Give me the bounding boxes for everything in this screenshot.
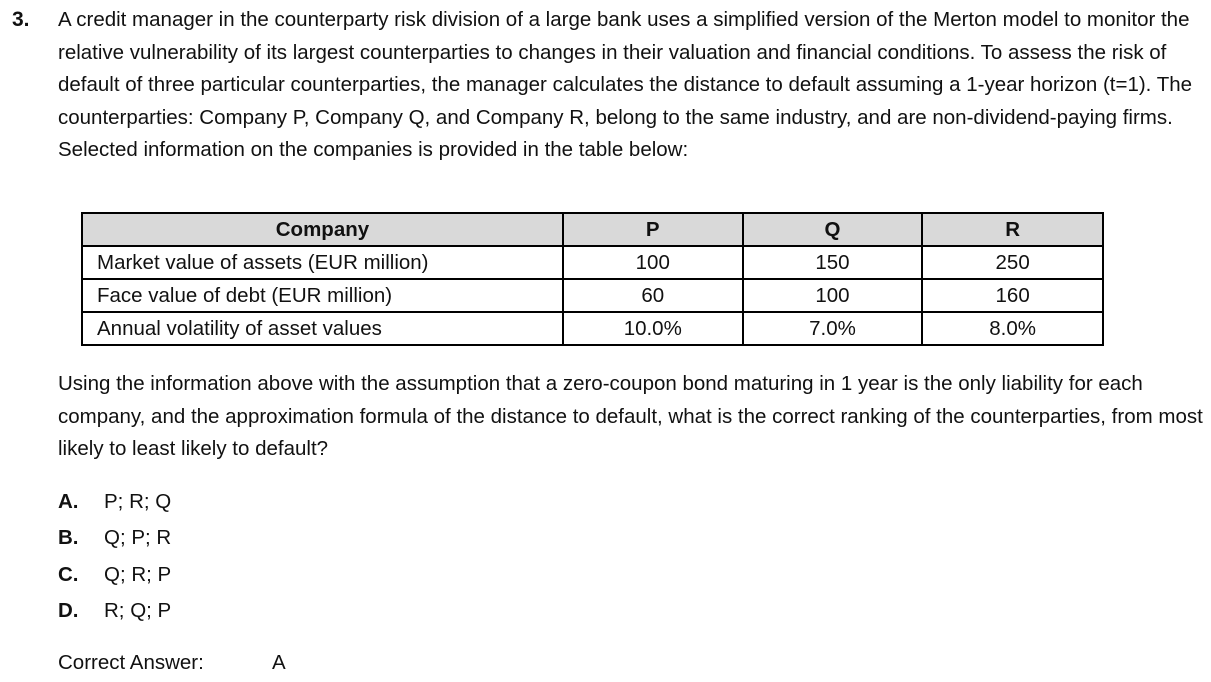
option-a[interactable] bbox=[58, 487, 171, 517]
question-stem: A credit manager in the counterparty risk division of a large bank uses a simplified version of the Merton model to monitor the relative vulnerability of its largest counterparties to changes in their valuation and financial conditions. To assess the risk of default of three particular counterparties, the manager calculates the distance to default assuming a 1-year horizon (t=1). The counterparties: Company P, Company Q, and Company R, belong to the same industry, and are non-dividend-paying firms. Selected information on the companies is provided in the table below: bbox=[58, 8, 1193, 162]
table-header-r: R bbox=[922, 213, 1103, 246]
table-cell-label: Market value of assets (EUR million) bbox=[82, 246, 563, 279]
option-letter: A. bbox=[58, 490, 79, 513]
table-cell: 100 bbox=[743, 279, 923, 312]
option-text: P; R; Q bbox=[104, 490, 172, 513]
option-b[interactable] bbox=[58, 523, 171, 553]
table-header-p: P bbox=[563, 213, 743, 246]
table-header-row bbox=[82, 213, 1103, 246]
table-cell: 8.0% bbox=[922, 312, 1103, 345]
table-row bbox=[82, 246, 1103, 279]
correct-answer bbox=[58, 648, 286, 678]
option-text: Q; R; P bbox=[104, 563, 172, 586]
question-followup: Using the information above with the assumption that a zero-coupon bond maturing in 1 year is the only liability for each company, and the approximation formula of the distance to default, what is the correct ranking of the counterparties, from most likely to least likely to default? bbox=[58, 372, 1203, 461]
option-text: Q; P; R bbox=[104, 526, 172, 549]
correct-answer-label: Correct Answer: bbox=[58, 651, 204, 674]
option-text: R; Q; P bbox=[104, 599, 172, 622]
company-data-table bbox=[81, 212, 1104, 346]
table-cell: 250 bbox=[922, 246, 1103, 279]
table-cell: 7.0% bbox=[743, 312, 923, 345]
table-cell-label: Annual volatility of asset values bbox=[82, 312, 563, 345]
table-row bbox=[82, 312, 1103, 345]
option-letter: B. bbox=[58, 526, 79, 549]
table-header-company: Company bbox=[82, 213, 563, 246]
table-cell: 150 bbox=[743, 246, 923, 279]
option-letter: C. bbox=[58, 563, 79, 586]
table-cell: 60 bbox=[563, 279, 743, 312]
question-number: 3. bbox=[12, 8, 30, 31]
option-letter: D. bbox=[58, 599, 79, 622]
correct-answer-value: A bbox=[272, 651, 286, 674]
table-cell-label: Face value of debt (EUR million) bbox=[82, 279, 563, 312]
table-cell: 10.0% bbox=[563, 312, 743, 345]
option-c[interactable] bbox=[58, 560, 171, 590]
table-header-q: Q bbox=[743, 213, 923, 246]
table-row bbox=[82, 279, 1103, 312]
table-cell: 160 bbox=[922, 279, 1103, 312]
option-d[interactable] bbox=[58, 596, 171, 626]
table-cell: 100 bbox=[563, 246, 743, 279]
